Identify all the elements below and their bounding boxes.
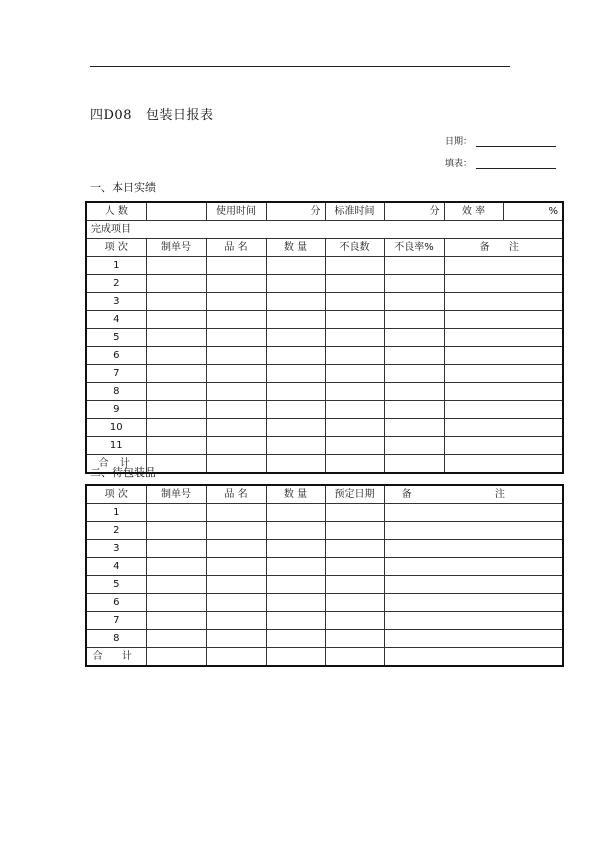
- cell[interactable]: [206, 401, 266, 419]
- cell[interactable]: [206, 365, 266, 383]
- cell[interactable]: [266, 275, 325, 293]
- cell[interactable]: [325, 311, 384, 329]
- cell[interactable]: [266, 437, 325, 455]
- cell[interactable]: [325, 630, 384, 648]
- table-row: [86, 329, 563, 347]
- total-label: 合 计: [86, 455, 146, 474]
- row-number: 4: [86, 311, 146, 329]
- cell[interactable]: [206, 455, 266, 474]
- cell[interactable]: [206, 293, 266, 311]
- cell[interactable]: [384, 275, 444, 293]
- cell[interactable]: [146, 383, 206, 401]
- section2-heading: 二、待包装品: [90, 466, 156, 479]
- row-number: 5: [86, 576, 146, 594]
- cell[interactable]: [266, 293, 325, 311]
- cell[interactable]: [384, 383, 444, 401]
- cell[interactable]: [325, 576, 384, 594]
- cell[interactable]: [266, 648, 325, 667]
- cell[interactable]: [384, 540, 563, 558]
- cell[interactable]: [266, 383, 325, 401]
- cell[interactable]: [266, 347, 325, 365]
- col-header-order-no: 制单号: [146, 485, 206, 504]
- summary-row: [86, 202, 563, 221]
- col-header-quantity: 数 量: [266, 239, 325, 257]
- cell[interactable]: [384, 437, 444, 455]
- cell[interactable]: [206, 275, 266, 293]
- row-number: 8: [86, 383, 146, 401]
- cell[interactable]: [146, 437, 206, 455]
- cell[interactable]: [444, 257, 563, 275]
- cell[interactable]: [325, 648, 384, 667]
- cell[interactable]: [146, 576, 206, 594]
- cell[interactable]: [384, 455, 444, 474]
- cell[interactable]: [325, 522, 384, 540]
- header-row: [86, 239, 563, 257]
- table-row: [86, 257, 563, 275]
- cell[interactable]: [384, 401, 444, 419]
- cell[interactable]: [206, 257, 266, 275]
- cell[interactable]: [444, 293, 563, 311]
- cell[interactable]: [384, 558, 563, 576]
- cell[interactable]: [206, 522, 266, 540]
- section2-rows: [86, 504, 563, 667]
- use-time-unit[interactable]: 分: [266, 202, 325, 221]
- cell[interactable]: [325, 594, 384, 612]
- cell[interactable]: [444, 419, 563, 437]
- row-number: 1: [86, 257, 146, 275]
- cell[interactable]: [146, 275, 206, 293]
- cell[interactable]: [325, 504, 384, 522]
- table-row: [86, 558, 563, 576]
- row-number: 5: [86, 329, 146, 347]
- cell[interactable]: [384, 648, 563, 667]
- cell[interactable]: [266, 365, 325, 383]
- cell[interactable]: [325, 275, 384, 293]
- cell[interactable]: [444, 383, 563, 401]
- date-field: [445, 134, 556, 147]
- cell[interactable]: [206, 576, 266, 594]
- row-number: 10: [86, 419, 146, 437]
- cell[interactable]: [146, 540, 206, 558]
- title-code: 四D08: [90, 108, 132, 123]
- cell[interactable]: [444, 455, 563, 474]
- cell[interactable]: [384, 522, 563, 540]
- cell[interactable]: [146, 365, 206, 383]
- cell[interactable]: [266, 558, 325, 576]
- header-row: [86, 485, 563, 504]
- cell[interactable]: [146, 257, 206, 275]
- cell[interactable]: [266, 576, 325, 594]
- col-header-item: 项 次: [86, 485, 146, 504]
- row-number: 7: [86, 612, 146, 630]
- cell[interactable]: [325, 257, 384, 275]
- cell[interactable]: [444, 437, 563, 455]
- cell[interactable]: [146, 347, 206, 365]
- cell[interactable]: [206, 630, 266, 648]
- cell[interactable]: [444, 329, 563, 347]
- std-time-label: 标准时间: [325, 202, 384, 221]
- cell[interactable]: [146, 522, 206, 540]
- col-header-product: 品 名: [206, 239, 266, 257]
- cell[interactable]: [146, 419, 206, 437]
- table-row: [86, 347, 563, 365]
- col-header-product: 品 名: [206, 485, 266, 504]
- cell[interactable]: [384, 576, 563, 594]
- cell[interactable]: [146, 329, 206, 347]
- cell[interactable]: [146, 293, 206, 311]
- cell[interactable]: [384, 365, 444, 383]
- row-number: 6: [86, 594, 146, 612]
- cell[interactable]: [146, 558, 206, 576]
- cell[interactable]: [206, 329, 266, 347]
- row-number: 11: [86, 437, 146, 455]
- table-row: [86, 540, 563, 558]
- date-label: 日期：: [445, 137, 473, 147]
- cell[interactable]: [266, 540, 325, 558]
- cell[interactable]: [384, 293, 444, 311]
- table-row: [86, 401, 563, 419]
- cell[interactable]: [206, 648, 266, 667]
- people-value[interactable]: [146, 202, 206, 221]
- col-header-defect-rate: 不良率%: [384, 239, 444, 257]
- col-header-item: 项 次: [86, 239, 146, 257]
- cell[interactable]: [384, 257, 444, 275]
- cell[interactable]: [384, 504, 563, 522]
- col-header-order-no: 制单号: [146, 239, 206, 257]
- table-row: [86, 522, 563, 540]
- document-title: [90, 104, 213, 123]
- table-row: [86, 576, 563, 594]
- row-number: 4: [86, 558, 146, 576]
- cell[interactable]: [146, 630, 206, 648]
- cell[interactable]: [444, 311, 563, 329]
- cell[interactable]: [384, 311, 444, 329]
- cell[interactable]: [146, 648, 206, 667]
- cell[interactable]: [444, 365, 563, 383]
- table-row: [86, 275, 563, 293]
- row-number: 2: [86, 522, 146, 540]
- table-row: [86, 365, 563, 383]
- cell[interactable]: [266, 329, 325, 347]
- cell[interactable]: [266, 594, 325, 612]
- cell[interactable]: [384, 419, 444, 437]
- cell[interactable]: [146, 594, 206, 612]
- cell[interactable]: [266, 455, 325, 474]
- row-number: 9: [86, 401, 146, 419]
- cell[interactable]: [325, 401, 384, 419]
- col-header-defects: 不良数: [325, 239, 384, 257]
- total-row: [86, 648, 563, 667]
- title-name: 包装日报表: [145, 108, 214, 123]
- std-time-unit[interactable]: 分: [384, 202, 444, 221]
- completed-label: 完成项目: [86, 221, 563, 239]
- cell[interactable]: [384, 594, 563, 612]
- cell[interactable]: [266, 419, 325, 437]
- table-row: [86, 419, 563, 437]
- cell[interactable]: [266, 257, 325, 275]
- section1-rows: [86, 257, 563, 474]
- filler-input-line[interactable]: [476, 158, 556, 169]
- cell[interactable]: [146, 504, 206, 522]
- cell[interactable]: [325, 365, 384, 383]
- col-header-remarks: 备 注: [444, 239, 563, 257]
- cell[interactable]: [146, 311, 206, 329]
- cell[interactable]: [325, 419, 384, 437]
- efficiency-label: 效 率: [444, 202, 503, 221]
- cell[interactable]: [266, 401, 325, 419]
- table-row: [86, 504, 563, 522]
- cell[interactable]: [266, 630, 325, 648]
- cell[interactable]: [325, 558, 384, 576]
- row-number: 8: [86, 630, 146, 648]
- cell[interactable]: [266, 612, 325, 630]
- table-row: [86, 293, 563, 311]
- cell[interactable]: [325, 347, 384, 365]
- cell[interactable]: [325, 455, 384, 474]
- daily-results-table: [85, 201, 564, 474]
- table-row: [86, 630, 563, 648]
- row-number: 3: [86, 293, 146, 311]
- cell[interactable]: [266, 311, 325, 329]
- cell[interactable]: [206, 347, 266, 365]
- cell[interactable]: [206, 612, 266, 630]
- col-header-due-date: 预定日期: [325, 485, 384, 504]
- cell[interactable]: [206, 383, 266, 401]
- completed-label-row: [86, 221, 563, 239]
- cell[interactable]: [325, 437, 384, 455]
- col-header-quantity: 数 量: [266, 485, 325, 504]
- cell[interactable]: [206, 558, 266, 576]
- use-time-label: 使用时间: [206, 202, 266, 221]
- table-row: [86, 437, 563, 455]
- cell[interactable]: [384, 347, 444, 365]
- row-number: 6: [86, 347, 146, 365]
- cell[interactable]: [206, 540, 266, 558]
- cell[interactable]: [384, 612, 563, 630]
- cell[interactable]: [146, 612, 206, 630]
- efficiency-unit[interactable]: %: [503, 202, 563, 221]
- cell[interactable]: [444, 275, 563, 293]
- row-number: 2: [86, 275, 146, 293]
- pending-packaging-table: [85, 484, 564, 667]
- cell[interactable]: [325, 612, 384, 630]
- cell[interactable]: [206, 504, 266, 522]
- section1-heading: 一、本日实绩: [90, 181, 156, 194]
- cell[interactable]: [325, 293, 384, 311]
- cell[interactable]: [206, 419, 266, 437]
- table-row: [86, 311, 563, 329]
- cell[interactable]: [206, 437, 266, 455]
- cell[interactable]: [444, 347, 563, 365]
- cell[interactable]: [206, 594, 266, 612]
- cell[interactable]: [444, 401, 563, 419]
- date-input-line[interactable]: [476, 136, 556, 147]
- col-header-remarks: 备 注: [384, 485, 563, 504]
- cell[interactable]: [384, 329, 444, 347]
- cell[interactable]: [325, 329, 384, 347]
- cell[interactable]: [146, 401, 206, 419]
- total-row: [86, 455, 563, 474]
- table-row: [86, 612, 563, 630]
- row-number: 3: [86, 540, 146, 558]
- row-number: 1: [86, 504, 146, 522]
- cell[interactable]: [384, 630, 563, 648]
- table-row: [86, 594, 563, 612]
- people-label: 人 数: [86, 202, 146, 221]
- filler-label: 填表：: [445, 159, 473, 169]
- total-label: 合 计: [86, 648, 146, 667]
- row-number: 7: [86, 365, 146, 383]
- cell[interactable]: [266, 522, 325, 540]
- filler-field: [445, 156, 556, 169]
- cell[interactable]: [325, 383, 384, 401]
- top-rule: [90, 66, 510, 67]
- cell[interactable]: [266, 504, 325, 522]
- table-row: [86, 383, 563, 401]
- cell[interactable]: [325, 540, 384, 558]
- cell[interactable]: [206, 311, 266, 329]
